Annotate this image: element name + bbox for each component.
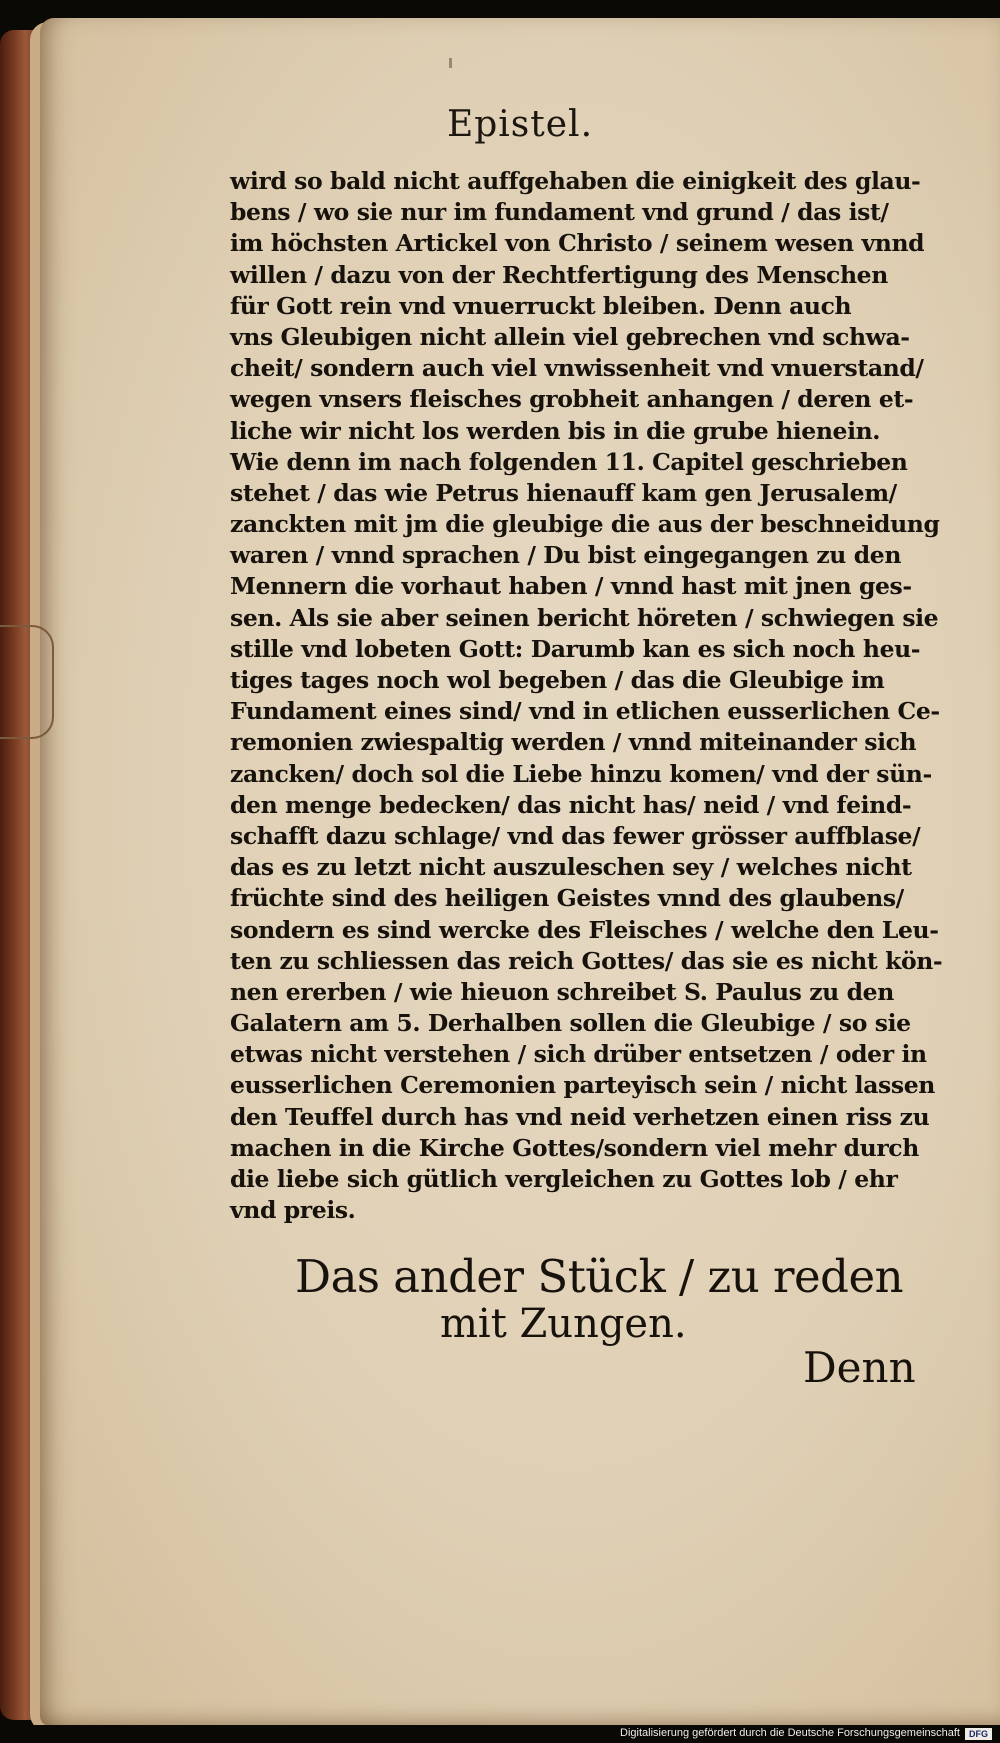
text-line: schafft dazu schlage/ vnd das fewer grösser auffblase/ (230, 821, 921, 850)
text-line: Fundament eines sind/ vnd in etlichen eusserlichen Ce- (230, 697, 940, 726)
text-line: im höchsten Artickel von Christo / seinem wesen vnnd (230, 229, 925, 258)
funding-credit: Digitalisierung gefördert durch die Deutsche Forschungsgemeinschaft (620, 1727, 960, 1739)
text-line: remonien zwiespaltig werden / vnnd miteinander sich (230, 728, 917, 757)
text-line: Galatern am 5. Derhalben sollen die Gleubige / so sie (230, 1009, 911, 1038)
text-line: den menge bedecken/ das nicht has/ neid / vnd feind- (230, 790, 912, 819)
section-heading-continued: mit Zungen. (440, 1301, 687, 1347)
text-line: stehet / das wie Petrus hienauff kam gen Jerusalem/ (230, 478, 897, 507)
text-line: sen. Als sie aber seinen bericht höreten / schwiegen sie (230, 603, 939, 632)
section-heading: Das ander Stück / zu reden (295, 1250, 904, 1303)
text-line: wird so bald nicht auffgehaben die einigkeit des glau- (230, 167, 921, 195)
text-line: zanckten mit jm die gleubige die aus der beschneidung (230, 510, 940, 539)
text-line: tiges tages noch wol begeben / das die Gleubige im (230, 666, 885, 694)
text-line: etwas nicht verstehen / sich drüber entsetzen / oder in (230, 1040, 927, 1069)
text-line: machen in die Kirche Gottes/sondern viel mehr durch (230, 1133, 919, 1162)
text-line: zancken/ doch sol die Liebe hinzu komen/ vnd der sün- (230, 759, 932, 788)
paper-mark (449, 58, 452, 68)
bookmark-tab (0, 625, 54, 739)
text-line: liche wir nicht los werden bis in die grube hienein. (230, 416, 881, 445)
running-head: Epistel. (446, 104, 594, 145)
dfg-logo-icon: DFG (965, 1728, 992, 1740)
text-line: wegen vnsers fleisches grobheit anhangen / deren et- (230, 385, 914, 414)
text-line: bens / wo sie nur im fundament vnd grund / das ist/ (230, 198, 889, 227)
text-line: früchte sind des heiligen Geistes vnnd des glaubens/ (230, 884, 904, 913)
text-line: ten zu schliessen das reich Gottes/ das sie es nicht kön- (230, 946, 943, 975)
text-line: sondern es sind wercke des Fleisches / welche den Leu- (230, 915, 939, 944)
text-line: willen / dazu von der Rechtfertigung des Menschen (230, 260, 888, 289)
text-line: vns Gleubigen nicht allein viel gebrechen vnd schwa- (230, 322, 910, 351)
catchword: Denn (803, 1343, 916, 1392)
body-text (230, 166, 943, 1226)
text-line: den Teuffel durch has vnd neid verhetzen einen riss zu (230, 1102, 930, 1131)
text-line: für Gott rein vnd vnuerruckt bleiben. Denn auch (230, 291, 852, 320)
text-line: stille vnd lobeten Gott: Darumb kan es sich noch heu- (230, 634, 921, 663)
page-leaf (40, 18, 1000, 1726)
text-line: das es zu letzt nicht auszuleschen sey / welches nicht (230, 853, 912, 882)
text-line: eusserlichen Ceremonien parteyisch sein / nicht lassen (230, 1071, 935, 1100)
text-line: vnd preis. (230, 1196, 356, 1225)
text-line: Mennern die vorhaut haben / vnnd hast mit jnen ges- (230, 572, 912, 601)
text-line: die liebe sich gütlich vergleichen zu Gottes lob / ehr (230, 1165, 898, 1193)
text-line: cheit/ sondern auch viel vnwissenheit vnd vnuerstand/ (230, 354, 924, 383)
text-line: nen ererben / wie hieuon schreibet S. Paulus zu den (230, 977, 894, 1006)
text-line: waren / vnnd sprachen / Du bist eingegangen zu den (230, 541, 902, 570)
text-line: Wie denn im nach folgenden 11. Capitel geschrieben (230, 447, 908, 476)
